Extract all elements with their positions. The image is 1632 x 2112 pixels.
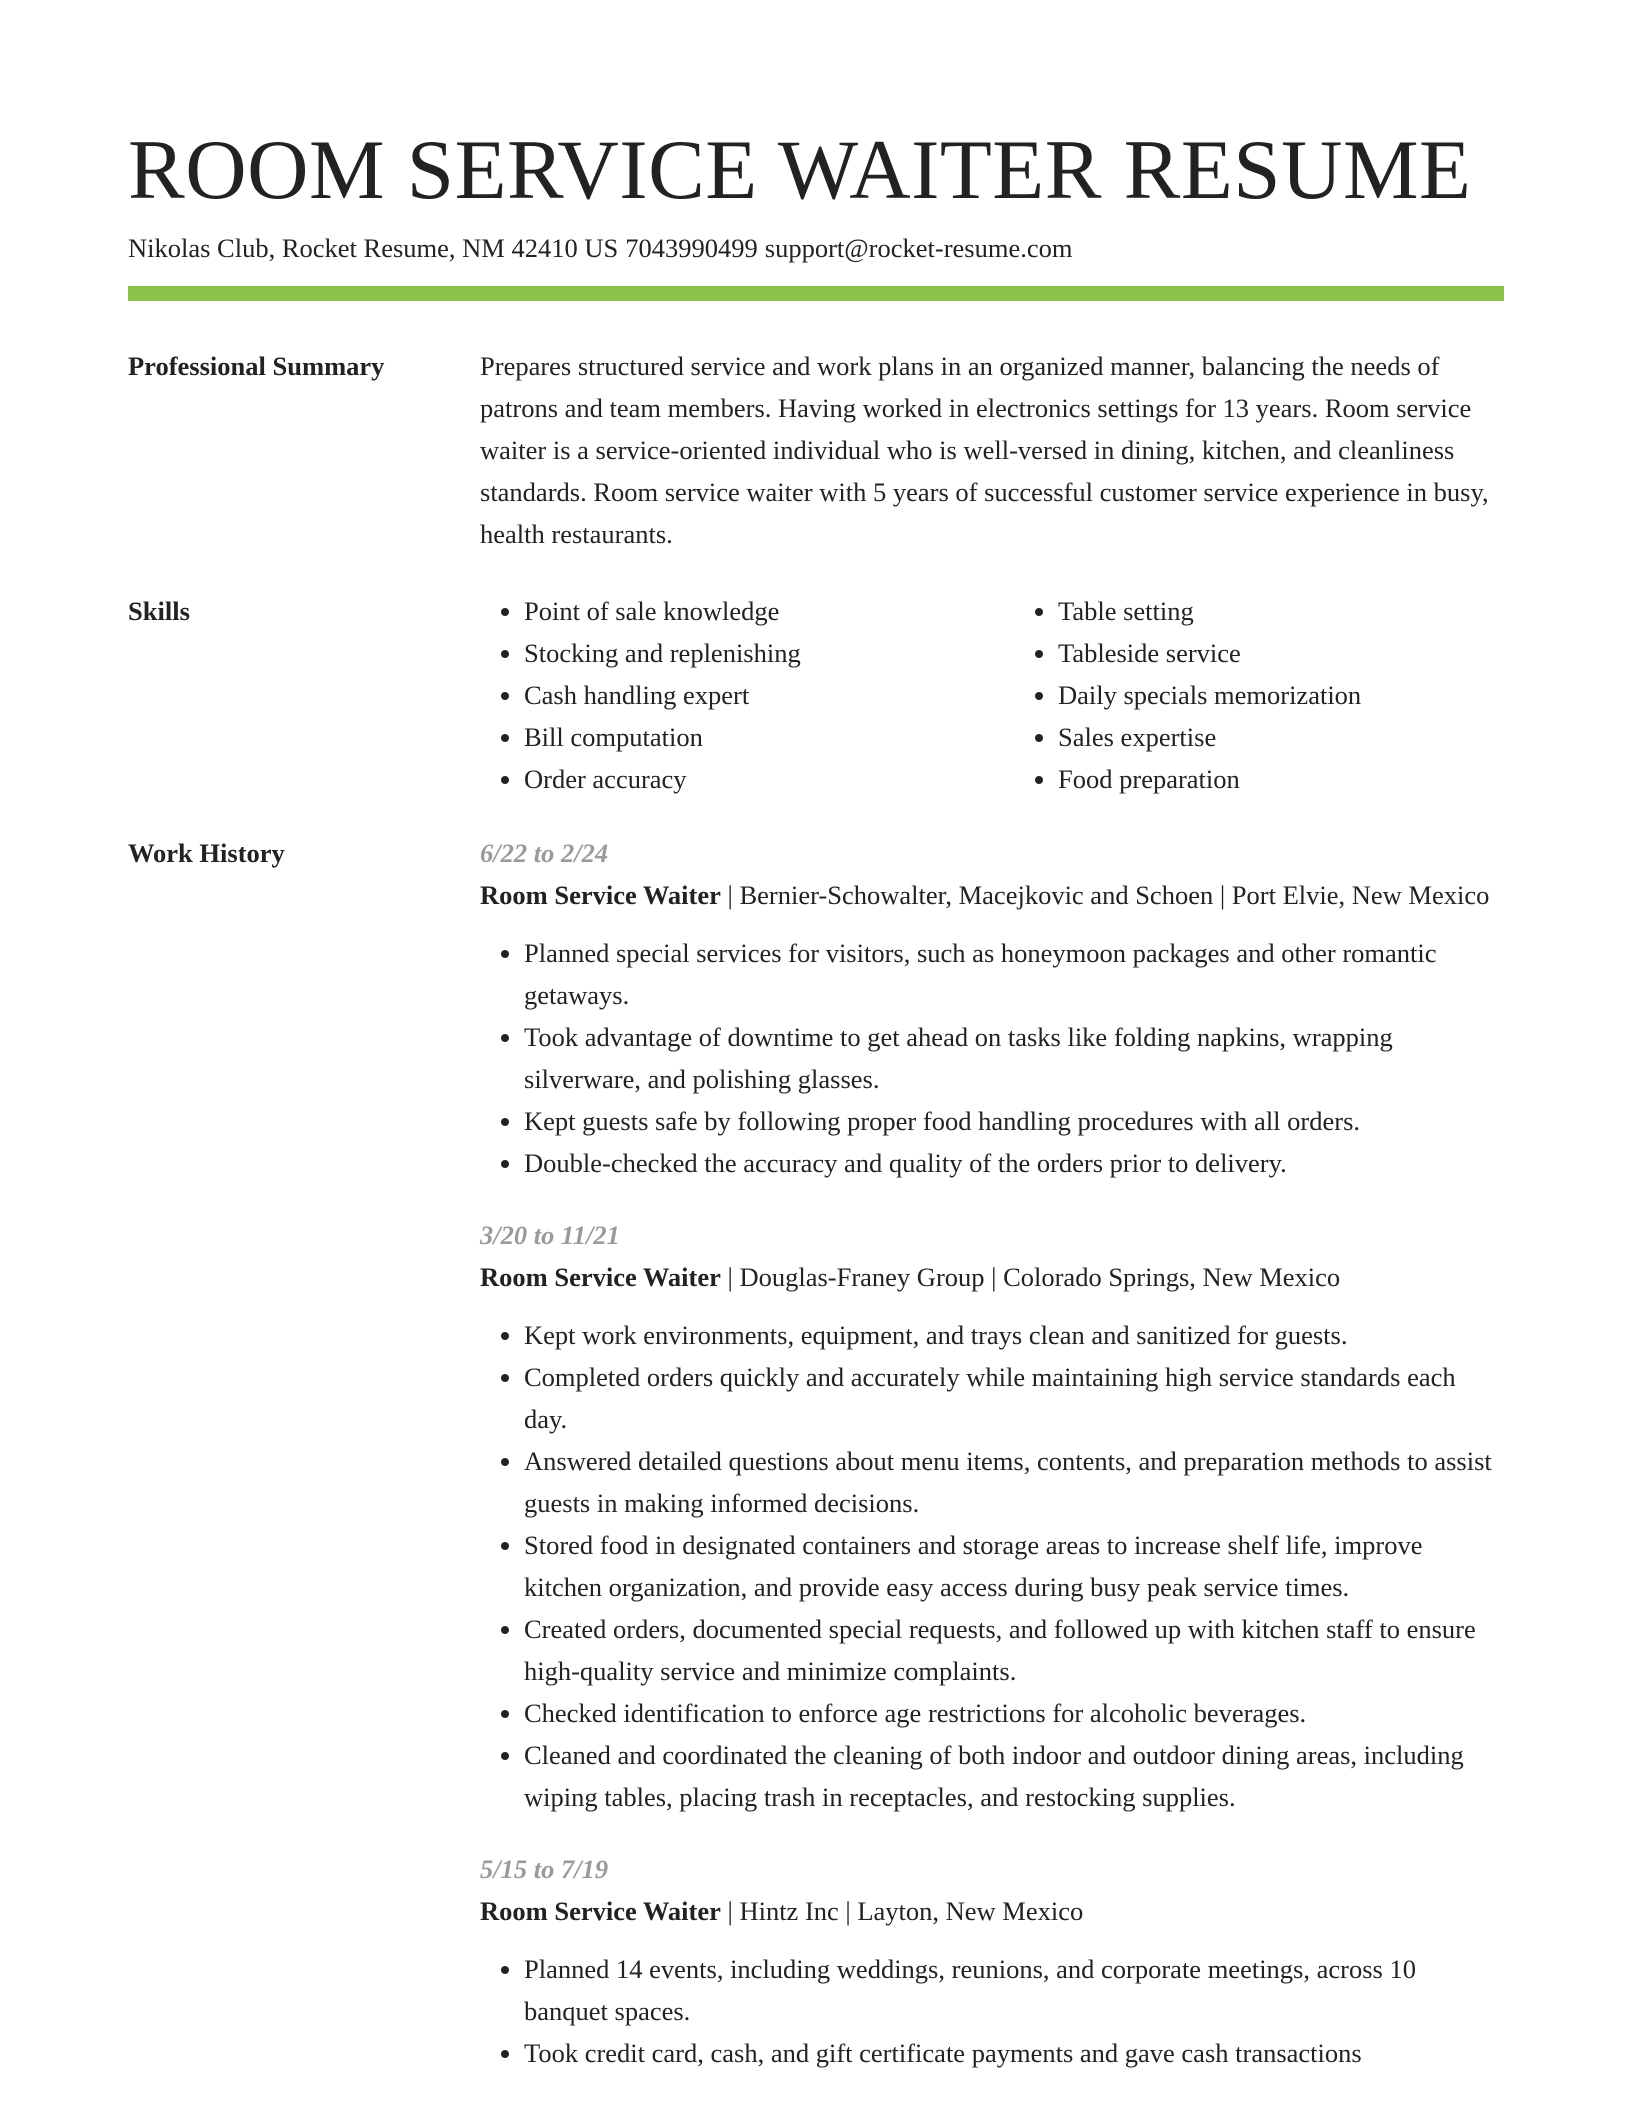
job-bullets [480,1314,1504,1818]
skill-item: • Daily specials memorization [1058,674,1504,716]
summary-text: Prepares structured service and work plans in an organized manner, balancing the needs of patrons and team members. Having worked in electronics settings for 13 years. Room service waiter is a service-oriented individual who is well-versed in dining, kitchen, and cleanliness standards. Room service waiter with 5 years of successful customer service experience in busy, health restaurants. [480,351,1489,549]
skill-item: • Food preparation [1058,758,1504,800]
job-bullet: • Completed orders quickly and accurately while maintaining high service standards each day. [524,1356,1504,1440]
job-bullet: • Checked identification to enforce age restrictions for alcoholic beverages. [524,1692,1504,1734]
skill-item: • Bill computation [524,716,970,758]
contact-line [128,230,1072,266]
job-bullet: • Answered detailed questions about menu items, contents, and preparation methods to assist guests in making informed decisions. [524,1440,1504,1524]
skills-body [480,590,1504,800]
skill-item: • Sales expertise [1058,716,1504,758]
job-entry [480,1848,1504,2074]
summary-body [480,345,1504,555]
contact-phone: 7043990499 [625,233,758,263]
job-title-line [480,874,1504,916]
summary-label: Professional Summary [128,351,385,381]
job-date: 6/22 to 2/24 [480,838,609,868]
skills-list-right [1014,590,1504,800]
job-entry [480,832,1504,1184]
skill-item: • Order accuracy [524,758,970,800]
job-details: | Douglas-Franey Group | Colorado Springs, New Mexico [720,1262,1341,1292]
job-title: Room Service Waiter [480,1896,721,1926]
job-bullet: • Kept guests safe by following proper food handling procedures with all orders. [524,1100,1504,1142]
job-date: 5/15 to 7/19 [480,1854,609,1884]
job-title: Room Service Waiter [480,1262,721,1292]
job-details: | Bernier-Schowalter, Macejkovic and Schoen | Port Elvie, New Mexico [720,880,1490,910]
skill-item: • Table setting [1058,590,1504,632]
job-bullet: • Stored food in designated containers and storage areas to increase shelf life, improve kitchen organization, and provide easy access during busy peak service times. [524,1524,1504,1608]
job-bullets [480,932,1504,1184]
work-history-body [480,832,1504,2104]
job-bullet: • Created orders, documented special requests, and followed up with kitchen staff to ensure high-quality service and minimize complaints. [524,1608,1504,1692]
header-divider [128,286,1504,301]
job-bullet: • Cleaned and coordinated the cleaning of both indoor and outdoor dining areas, including wiping tables, placing trash in receptacles, and restocking supplies. [524,1734,1504,1818]
job-bullet: • Kept work environments, equipment, and trays clean and sanitized for guests. [524,1314,1504,1356]
job-entry [480,1214,1504,1818]
resume-title: ROOM SERVICE WAITER RESUME [128,123,1472,217]
skill-item: • Cash handling expert [524,674,970,716]
job-bullet: • Planned 14 events, including weddings, reunions, and corporate meetings, across 10 banquet spaces. [524,1948,1504,2032]
skill-item: • Stocking and replenishing [524,632,970,674]
job-details: | Hintz Inc | Layton, New Mexico [720,1896,1084,1926]
job-bullet: • Planned special services for visitors, such as honeymoon packages and other romantic getaways. [524,932,1504,1016]
contact-email: support@rocket-resume.com [764,233,1073,263]
job-bullet: • Took credit card, cash, and gift certificate payments and gave cash transactions [524,2032,1504,2074]
contact-address: Nikolas Club, Rocket Resume, NM 42410 US [128,233,619,263]
job-bullets [480,1948,1504,2074]
job-title: Room Service Waiter [480,880,721,910]
work-history-label: Work History [128,838,285,868]
job-bullet: • Double-checked the accuracy and quality of the orders prior to delivery. [524,1142,1504,1184]
skill-item: • Point of sale knowledge [524,590,970,632]
job-title-line [480,1890,1504,1932]
job-date: 3/20 to 11/21 [480,1220,620,1250]
job-title-line [480,1256,1504,1298]
skills-list-left [480,590,970,800]
skills-label: Skills [128,596,190,626]
job-bullet: • Took advantage of downtime to get ahead on tasks like folding napkins, wrapping silverware, and polishing glasses. [524,1016,1504,1100]
skill-item: • Tableside service [1058,632,1504,674]
